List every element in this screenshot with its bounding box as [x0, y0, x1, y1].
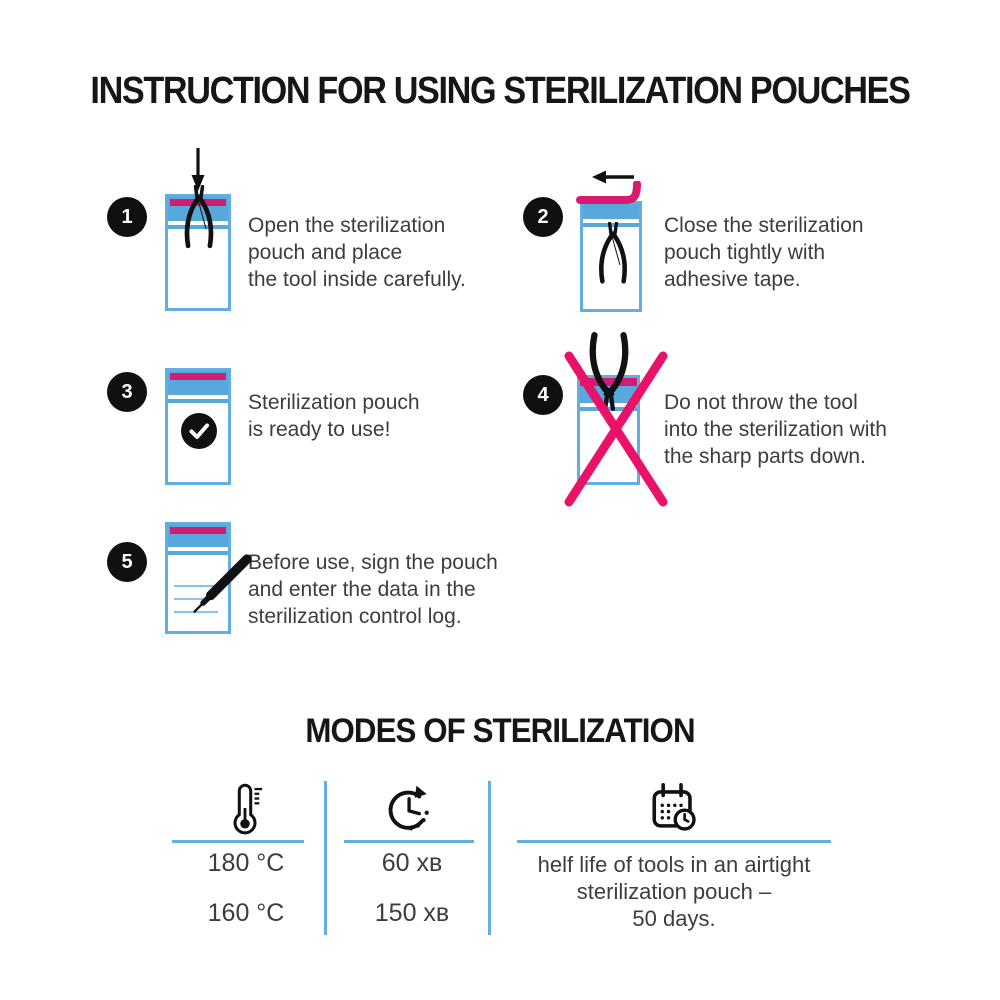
pouch-pink-stripe [170, 527, 226, 534]
step-5-line-2: and enter the data in the [248, 578, 476, 601]
step-4-text [664, 389, 887, 470]
step-5-number: 5 [121, 550, 133, 573]
shelf-life-text [507, 851, 841, 932]
thermometer-icon [226, 782, 264, 836]
nipper-tool-icon [591, 222, 635, 298]
step-1-text [248, 212, 466, 293]
temperature-value-1: 180 °C [207, 849, 285, 877]
pouch-step-3 [165, 368, 231, 485]
step-2-line-2: pouch tightly with [664, 241, 826, 264]
step-1-number: 1 [121, 205, 133, 228]
clock-icon [384, 782, 436, 836]
step-2-text [664, 212, 864, 293]
step-4-line-1: Do not throw the tool [664, 391, 858, 414]
step-2-number: 2 [537, 205, 549, 228]
calendar-clock-icon [648, 780, 698, 836]
column-divider [324, 781, 327, 935]
step-3-badge [107, 372, 147, 412]
step-3-text [248, 389, 420, 443]
page-title: INSTRUCTION FOR USING STERILIZATION POUCHES [90, 70, 910, 112]
cross-icon [563, 350, 669, 508]
step-3-number: 3 [121, 380, 133, 403]
nipper-tool-icon [177, 185, 221, 263]
pen-icon [186, 545, 266, 621]
step-1-badge [107, 197, 147, 237]
step-4-badge [523, 375, 563, 415]
temperature-value-2: 160 °C [207, 899, 285, 927]
step-5-text [248, 549, 498, 630]
shelf-life-line-1: helf life of tools in an airtight [537, 852, 811, 877]
column-divider [488, 781, 491, 935]
step-3-line-2: is ready to use! [248, 418, 391, 441]
modes-title: MODES OF STERILIZATION [305, 712, 695, 750]
step-4-number: 4 [537, 383, 549, 406]
step-1-line-2: pouch and place [248, 241, 403, 264]
pouch-step-2 [580, 201, 642, 312]
adhesive-tape-icon [576, 181, 648, 205]
step-5-line-1: Before use, sign the pouch [248, 551, 498, 574]
shelf-life-underline [517, 840, 831, 843]
step-3-line-1: Sterilization pouch [248, 391, 420, 414]
duration-value-1: 60 хв [381, 849, 443, 877]
shelf-life-line-3: 50 days. [632, 906, 716, 931]
step-1-line-1: Open the sterilization [248, 214, 446, 237]
duration-value-2: 150 хв [374, 899, 450, 927]
pouch-pink-stripe [170, 373, 226, 380]
step-4-line-2: into the sterilization with [664, 418, 887, 441]
step-5-line-3: sterilization control log. [248, 605, 462, 628]
temperature-underline [172, 840, 304, 843]
pouch-seal-line [168, 399, 228, 403]
step-2-badge [523, 197, 563, 237]
duration-underline [344, 840, 474, 843]
pouch-header-band [583, 204, 639, 219]
pouch-step-1 [165, 194, 231, 311]
step-1-line-3: the tool inside carefully. [248, 268, 466, 291]
step-2-line-1: Close the sterilization [664, 214, 864, 237]
step-5-badge [107, 542, 147, 582]
step-4-line-3: the sharp parts down. [664, 445, 866, 468]
step-2-line-3: adhesive tape. [664, 268, 801, 291]
check-icon [181, 413, 217, 449]
shelf-life-line-2: sterilization pouch – [576, 879, 772, 904]
